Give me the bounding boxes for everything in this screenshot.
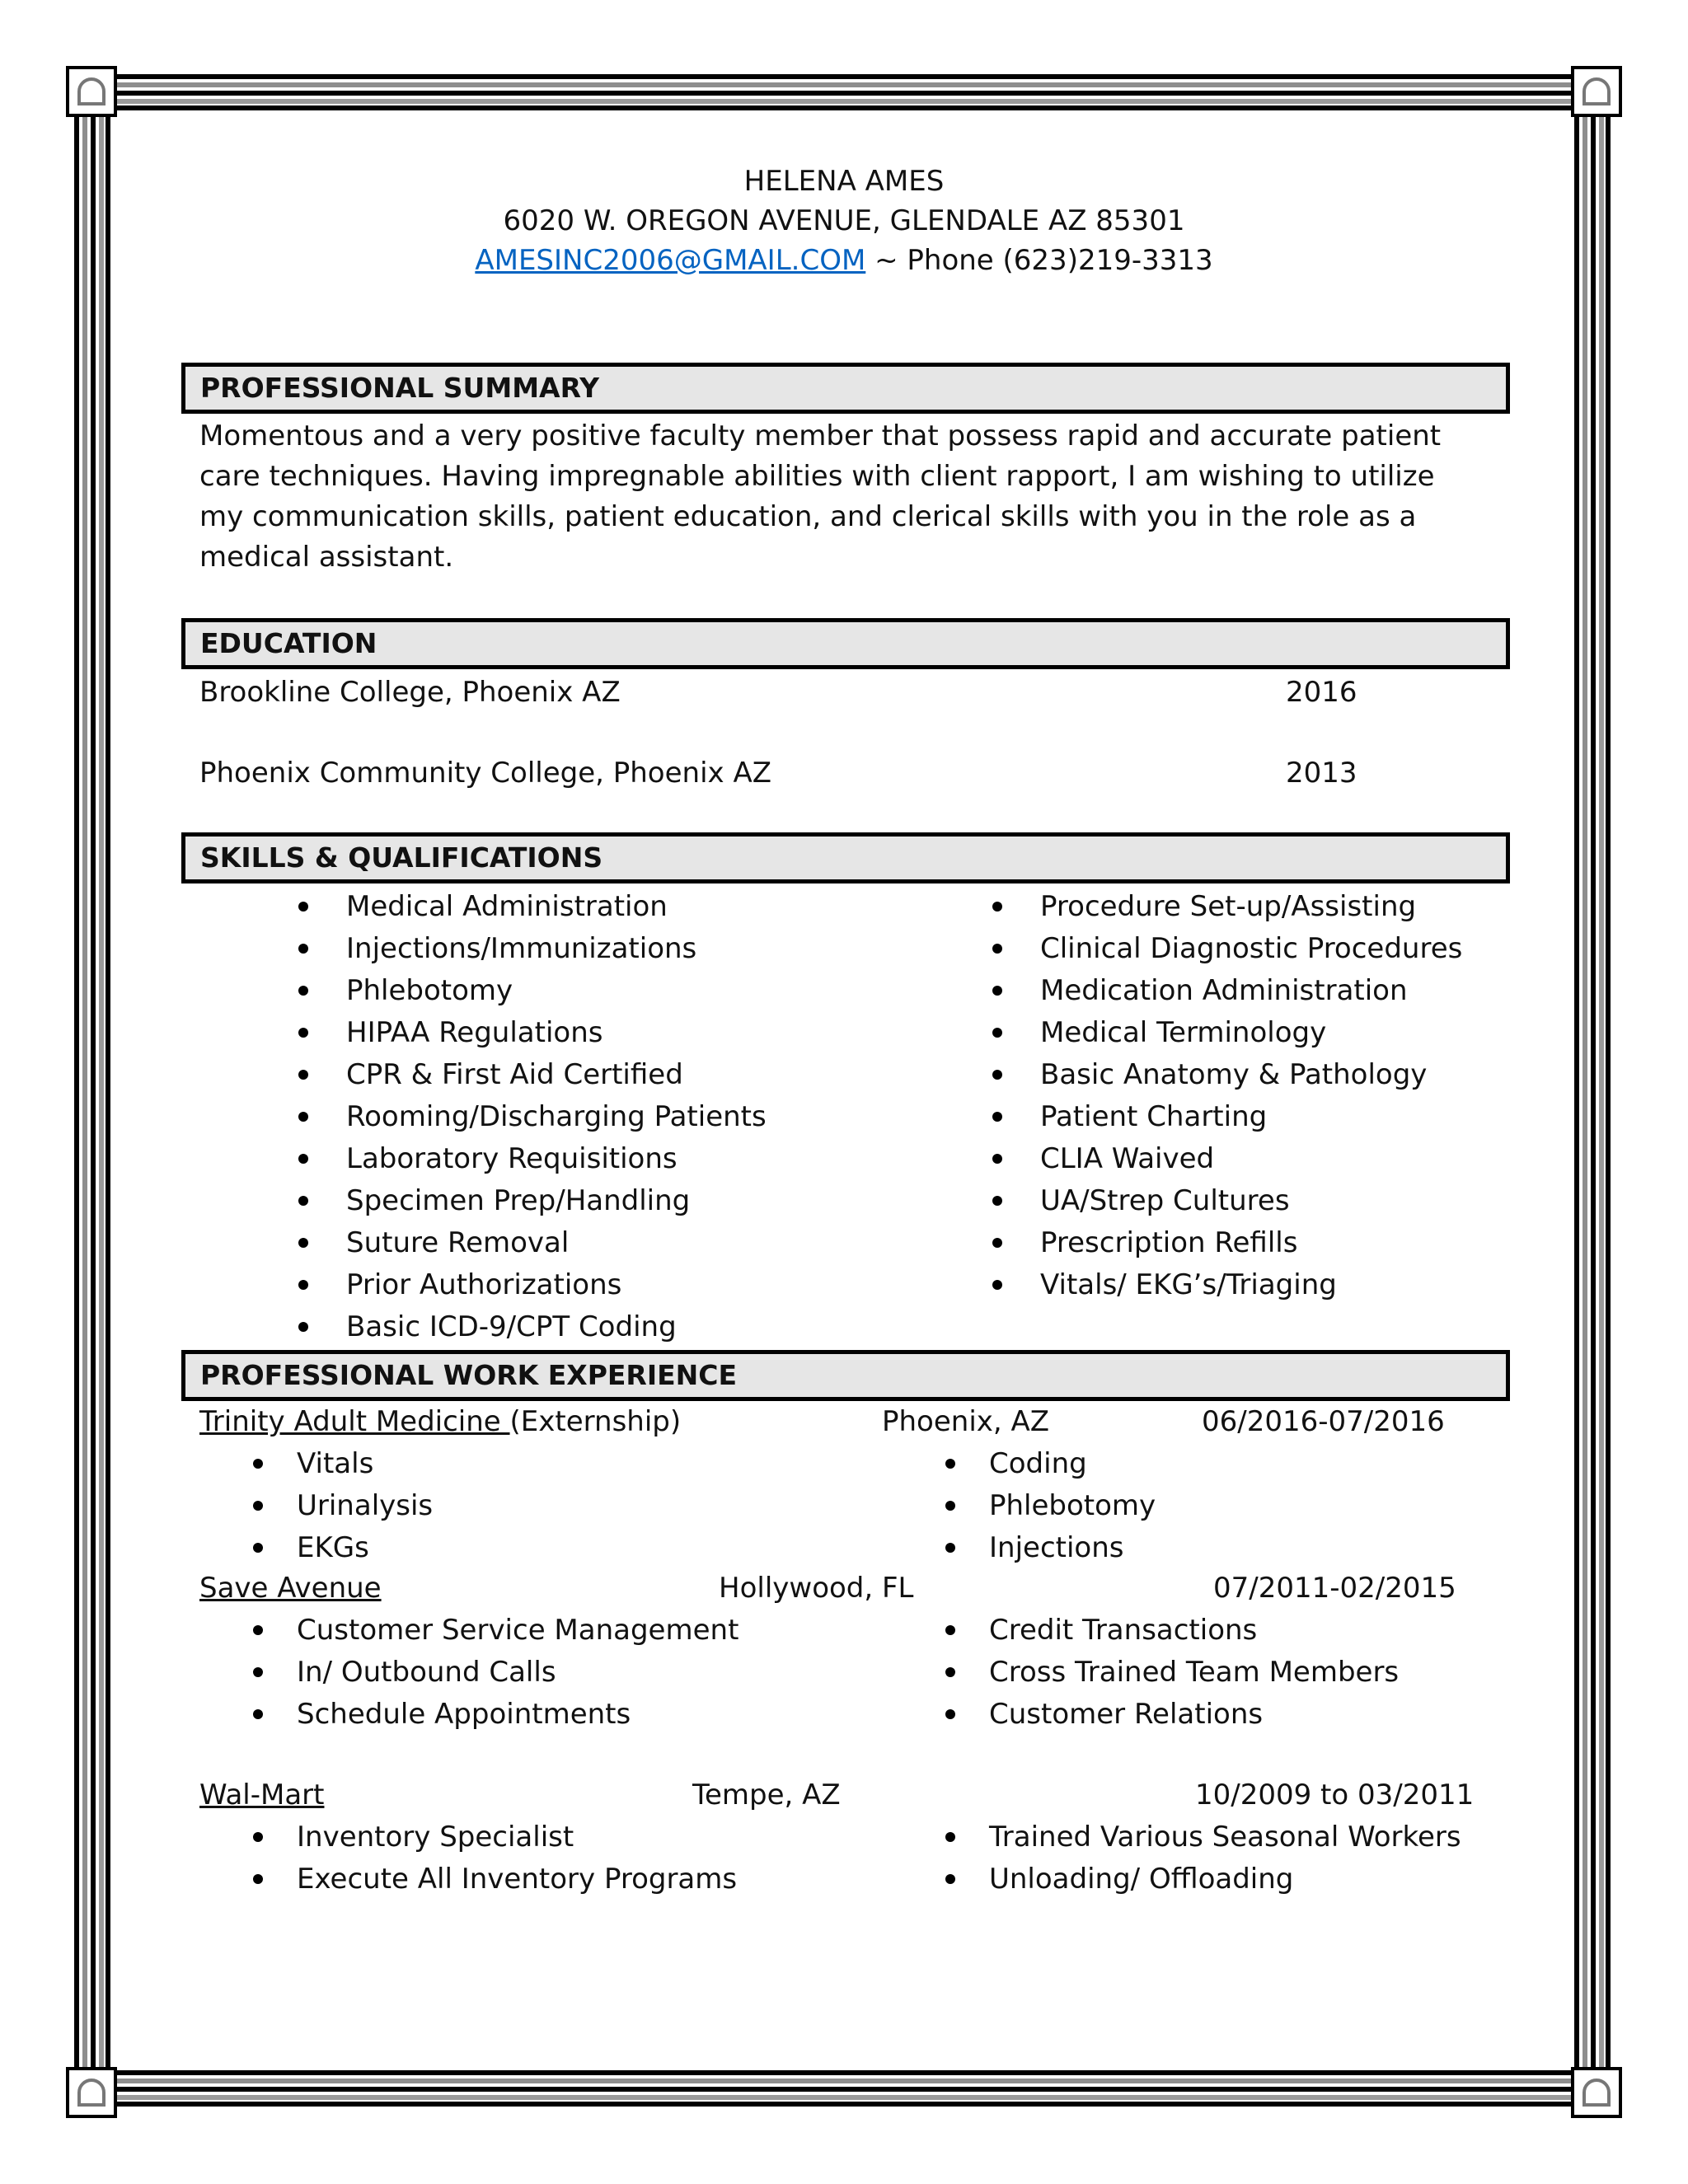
bullet-icon <box>298 986 308 996</box>
list-item: Execute All Inventory Programs <box>297 1863 737 1905</box>
bullet-icon <box>945 1459 955 1469</box>
education-year: 2016 <box>1286 676 1357 709</box>
education-school: Brookline College, Phoenix AZ <box>199 676 621 709</box>
bullet-icon <box>298 1322 308 1332</box>
list-item: Rooming/Discharging Patients <box>346 1100 767 1142</box>
list-item: Phlebotomy <box>989 1489 1156 1531</box>
bullet-icon <box>298 1196 308 1206</box>
education-school: Phoenix Community College, Phoenix AZ <box>199 757 771 790</box>
list-item: Vitals/ EKG’s/Triaging <box>1040 1268 1462 1310</box>
list-item: Laboratory Requisitions <box>346 1142 767 1184</box>
job-dates: 06/2016-07/2016 <box>1202 1405 1445 1438</box>
job-employer: Trinity Adult Medicine (Externship) <box>199 1405 682 1438</box>
list-item: Prescription Refills <box>1040 1226 1462 1268</box>
bullet-icon <box>992 986 1002 996</box>
bullet-icon <box>945 1667 955 1677</box>
job-duties-left <box>297 1614 738 1740</box>
email-link[interactable]: AMESINC2006@GMAIL.COM <box>475 244 866 277</box>
bullet-icon <box>992 1154 1002 1164</box>
job-location: Tempe, AZ <box>692 1779 841 1811</box>
list-item: Medical Administration <box>346 890 767 932</box>
bullet-icon <box>253 1709 263 1719</box>
contact-line <box>0 244 1688 277</box>
bullet-icon <box>992 1196 1002 1206</box>
job-duties-left <box>297 1821 737 1905</box>
bullet-icon <box>945 1832 955 1842</box>
list-item: Specimen Prep/Handling <box>346 1184 767 1226</box>
list-item: Injections/Immunizations <box>346 932 767 974</box>
job-duties-right <box>989 1447 1156 1573</box>
section-heading-education: EDUCATION <box>181 618 1510 669</box>
bullet-icon <box>945 1709 955 1719</box>
list-item: Prior Authorizations <box>346 1268 767 1310</box>
bullet-icon <box>298 944 308 954</box>
list-item: Basic ICD-9/CPT Coding <box>346 1310 767 1352</box>
list-item: Basic Anatomy & Pathology <box>1040 1058 1462 1100</box>
phone: ~ Phone (623)219-3313 <box>865 244 1213 277</box>
job-location: Hollywood, FL <box>719 1572 914 1605</box>
skills-list-left <box>346 890 767 1352</box>
list-item: Injections <box>989 1531 1156 1573</box>
bullet-icon <box>992 1238 1002 1248</box>
border-right <box>1574 74 1611 2118</box>
list-item: Credit Transactions <box>989 1614 1399 1656</box>
education-year: 2013 <box>1286 757 1357 790</box>
list-item: Inventory Specialist <box>297 1821 737 1863</box>
list-item: Coding <box>989 1447 1156 1489</box>
bullet-icon <box>253 1874 263 1884</box>
summary-text: Momentous and a very positive faculty member that possess rapid and accurate patient care techniques. Having impregnable abilities with client rapport, I am wishing to utilize my communication skills, patient education, and clerical skills with you in the role as a medical assistant. <box>199 419 1442 574</box>
list-item: Suture Removal <box>346 1226 767 1268</box>
list-item: Customer Relations <box>989 1698 1399 1740</box>
list-item: Unloading/ Offloading <box>989 1863 1461 1905</box>
list-item: Trained Various Seasonal Workers <box>989 1821 1461 1863</box>
list-item: Urinalysis <box>297 1489 433 1531</box>
bullet-icon <box>992 944 1002 954</box>
list-item: Medication Administration <box>1040 974 1462 1016</box>
border-bottom <box>74 2070 1620 2107</box>
list-item: In/ Outbound Calls <box>297 1656 738 1698</box>
bullet-icon <box>253 1459 263 1469</box>
address: 6020 W. OREGON AVENUE, GLENDALE AZ 85301 <box>503 204 1185 237</box>
list-item: Customer Service Management <box>297 1614 738 1656</box>
job-duties-right <box>989 1614 1399 1740</box>
bullet-icon <box>945 1501 955 1511</box>
job-employer: Wal-Mart <box>199 1779 325 1811</box>
corner-ornament-icon <box>1571 66 1622 117</box>
bullet-icon <box>298 1028 308 1038</box>
bullet-icon <box>298 1154 308 1164</box>
bullet-icon <box>992 1028 1002 1038</box>
bullet-icon <box>253 1832 263 1842</box>
bullet-icon <box>992 902 1002 912</box>
list-item: Vitals <box>297 1447 433 1489</box>
job-location: Phoenix, AZ <box>882 1405 1050 1438</box>
list-item: Medical Terminology <box>1040 1016 1462 1058</box>
list-item: UA/Strep Cultures <box>1040 1184 1462 1226</box>
job-duties-right <box>989 1821 1461 1905</box>
bullet-icon <box>253 1625 263 1635</box>
bullet-icon <box>253 1501 263 1511</box>
list-item: CPR & First Aid Certified <box>346 1058 767 1100</box>
job-dates: 10/2009 to 03/2011 <box>1195 1779 1475 1811</box>
resume-name: HELENA AMES <box>743 165 945 198</box>
list-item: Patient Charting <box>1040 1100 1462 1142</box>
section-heading-experience: PROFESSIONAL WORK EXPERIENCE <box>181 1350 1510 1401</box>
bullet-icon <box>298 1070 308 1080</box>
section-heading-skills: SKILLS & QUALIFICATIONS <box>181 832 1510 883</box>
job-duties-left <box>297 1447 433 1573</box>
bullet-icon <box>298 1238 308 1248</box>
job-dates: 07/2011-02/2015 <box>1213 1572 1456 1605</box>
border-left <box>74 74 110 2118</box>
list-item: Schedule Appointments <box>297 1698 738 1740</box>
list-item: Phlebotomy <box>346 974 767 1016</box>
list-item: HIPAA Regulations <box>346 1016 767 1058</box>
list-item: CLIA Waived <box>1040 1142 1462 1184</box>
border-top <box>74 74 1620 110</box>
list-item: Clinical Diagnostic Procedures <box>1040 932 1462 974</box>
section-heading-summary: PROFESSIONAL SUMMARY <box>181 363 1510 414</box>
bullet-icon <box>945 1874 955 1884</box>
corner-ornament-icon <box>1571 2067 1622 2118</box>
corner-ornament-icon <box>66 66 117 117</box>
bullet-icon <box>945 1625 955 1635</box>
bullet-icon <box>298 1112 308 1122</box>
list-item: Procedure Set-up/Assisting <box>1040 890 1462 932</box>
bullet-icon <box>253 1667 263 1677</box>
bullet-icon <box>253 1543 263 1553</box>
bullet-icon <box>992 1070 1002 1080</box>
job-employer: Save Avenue <box>199 1572 382 1605</box>
skills-list-right <box>1040 890 1462 1310</box>
bullet-icon <box>298 902 308 912</box>
list-item: Cross Trained Team Members <box>989 1656 1399 1698</box>
bullet-icon <box>298 1280 308 1290</box>
bullet-icon <box>992 1280 1002 1290</box>
bullet-icon <box>992 1112 1002 1122</box>
corner-ornament-icon <box>66 2067 117 2118</box>
list-item: EKGs <box>297 1531 433 1573</box>
bullet-icon <box>945 1543 955 1553</box>
